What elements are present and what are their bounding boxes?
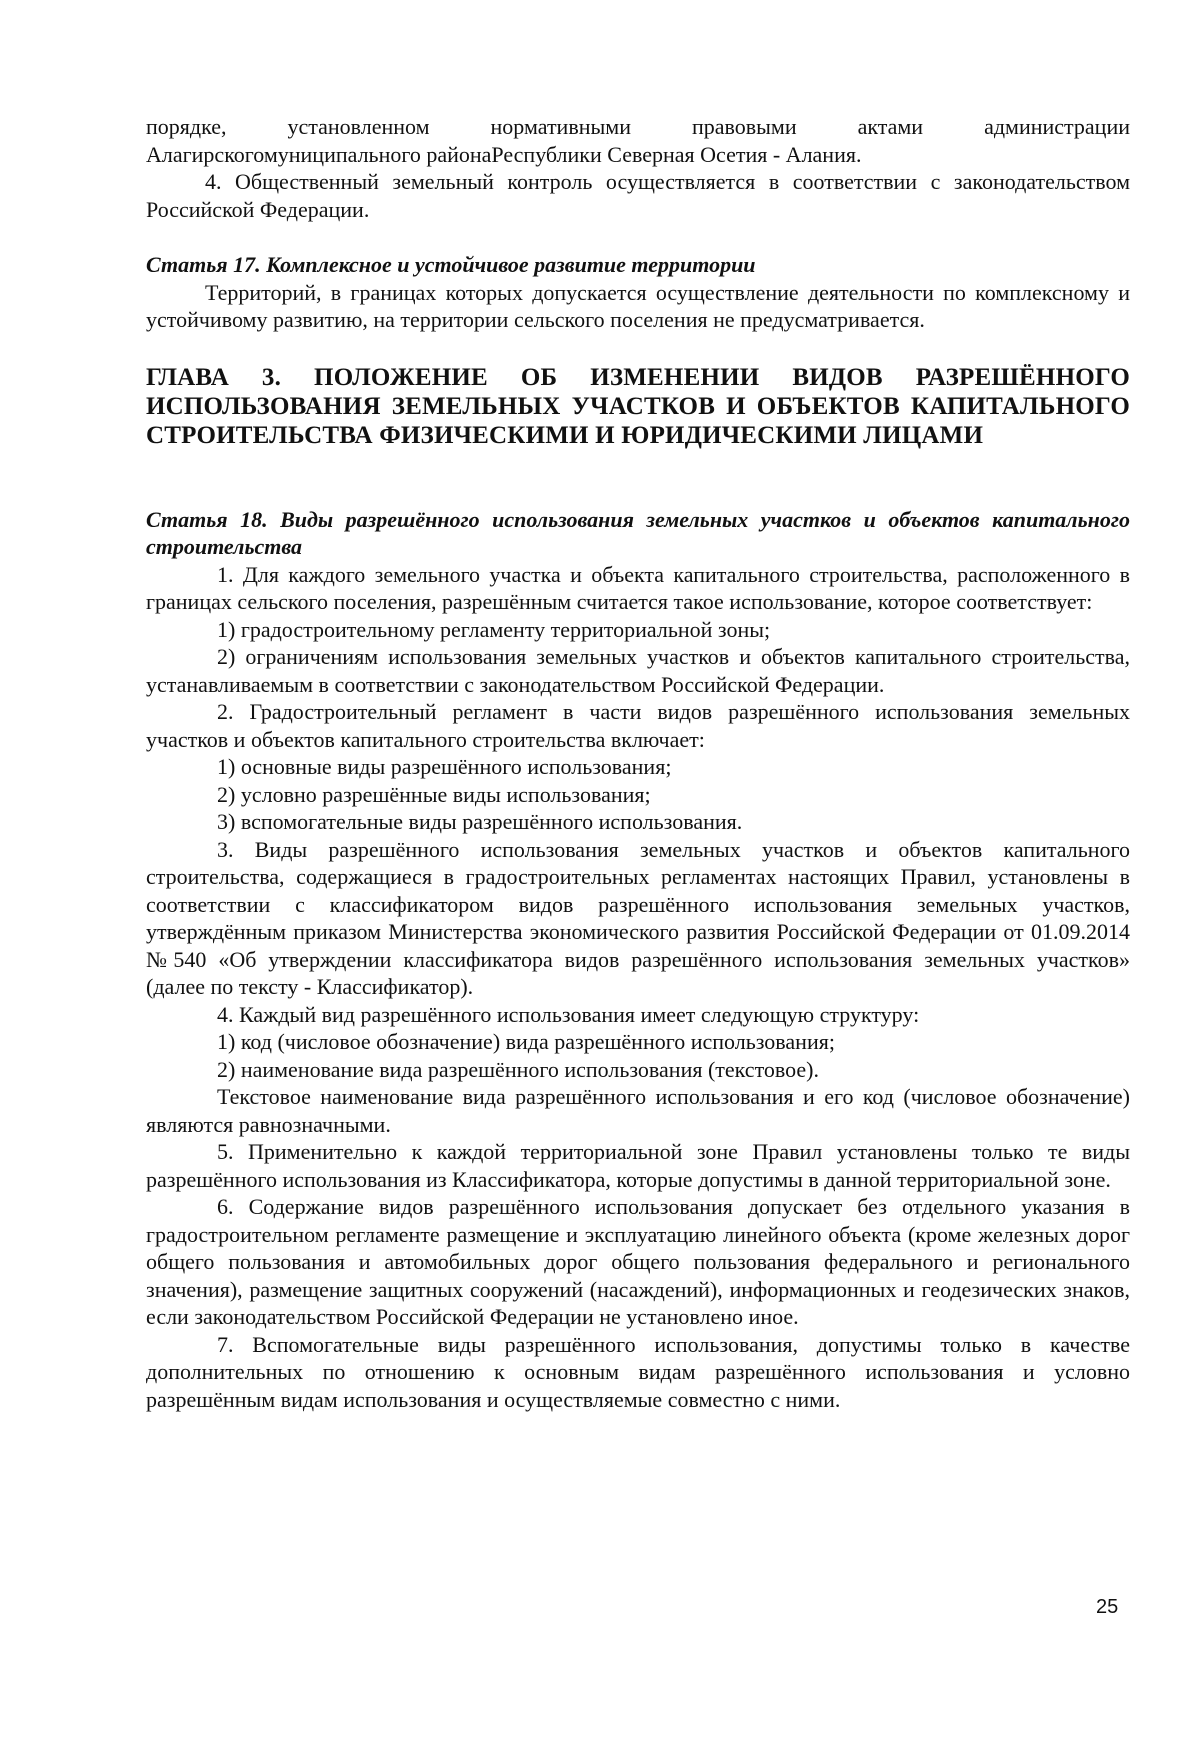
article-18-paragraph: 2. Градостроительный регламент в части видов разрешённого использования земельных участков и объектов капитального строительства включает: <box>146 699 1130 752</box>
paragraph-continuation-line-1: порядке, установленном нормативными правовыми актами администрации <box>146 114 1130 139</box>
article-18-paragraph: 1. Для каждого земельного участка и объекта капитального строительства, расположенного в границах сельского поселения, разрешённым считается такое использование, которое соответствует: <box>146 561 1130 614</box>
article-18-title: Статья 18. Виды разрешённого использования земельных участков и объектов капитального строительства <box>146 506 1130 559</box>
article-18-paragraph: 2) ограничениям использования земельных участков и объектов капитального строительства, устанавливаемым в соответствии с законодательством Российской Федерации. <box>146 644 1130 697</box>
article-18-paragraph: 1) код (числовое обозначение) вида разрешённого использования; <box>217 1029 835 1054</box>
article-18-paragraph: 7. Вспомогательные виды разрешённого использования, допустимы только в качестве дополнительных по отношению к основным видам разрешённого использования и условно разрешённым видам использования и осуществляемые совместно с ними. <box>146 1331 1130 1412</box>
article-18-paragraph: 2) условно разрешённые виды использования; <box>217 781 651 807</box>
paragraph-public-land-control: 4. Общественный земельный контроль осуществляется в соответствии с законодательством Российской Федерации. <box>146 169 1130 222</box>
article-17-title: Статья 17. Комплексное и устойчивое развитие территории <box>146 252 756 277</box>
page-number: 25 <box>1096 1596 1119 1618</box>
paragraph-continuation-line-2: Алагирскогомуниципального районаРеспублики Северная Осетия - Алания. <box>146 141 862 167</box>
article-18-paragraph: 1) основные виды разрешённого использования; <box>217 754 672 779</box>
article-18-paragraph: 6. Содержание видов разрешённого использования допускает без отдельного указания в градостроительном регламенте размещение и эксплуатацию линейного объекта (кроме железных дорог общего пользования и автомобильных дорог общего пользования федерального и регионального значения), размещение защитных сооружений (насаждений), информационных и геодезических знаков, если законодательством Российской Федерации не установлено иное. <box>146 1194 1130 1329</box>
article-18-paragraph: 5. Применительно к каждой территориальной зоне Правил установлены только те виды разрешённого использования из Классификатора, которые допустимы в данной территориальной зоне. <box>146 1139 1130 1192</box>
document-page <box>146 113 1130 1413</box>
article-18-paragraph: 3. Виды разрешённого использования земельных участков и объектов капитального строительства, содержащиеся в градостроительных регламентах настоящих Правил, установлены в соответствии с классификатором видов разрешённого использования земельных участков, утверждённым приказом Министерства экономического развития Российской Федерации от 01.09.2014 №540 «Об утверждении классификатора видов разрешённого использования земельных участков» (далее по тексту - Классификатор). <box>146 836 1130 999</box>
article-18-paragraph: 1) градостроительному регламенту территориальной зоны; <box>217 616 771 642</box>
chapter-3-title: ГЛАВА 3. ПОЛОЖЕНИЕ ОБ ИЗМЕНЕНИИ ВИДОВ РАЗРЕШЁННОГО ИСПОЛЬЗОВАНИЯ ЗЕМЕЛЬНЫХ УЧАСТКОВ И ОБЪЕКТОВ КАПИТАЛЬНОГО СТРОИТЕЛЬСТВА ФИЗИЧЕСКИМИ И ЮРИДИЧЕСКИМИ ЛИЦАМИ <box>146 363 1130 449</box>
article-18-paragraph: Текстовое наименование вида разрешённого использования и его код (числовое обозначение) являются равнозначными. <box>146 1084 1130 1137</box>
article-18-paragraph: 3) вспомогательные виды разрешённого использования. <box>217 809 743 834</box>
article-18-paragraph: 2) наименование вида разрешённого использования (текстовое). <box>217 1056 819 1082</box>
article-18-paragraph: 4. Каждый вид разрешённого использования имеет следующую структуру: <box>217 1001 920 1027</box>
article-17-text: Территорий, в границах которых допускается осуществление деятельности по комплексному и устойчивому развитию, на территории сельского поселения не предусматривается. <box>146 279 1130 332</box>
